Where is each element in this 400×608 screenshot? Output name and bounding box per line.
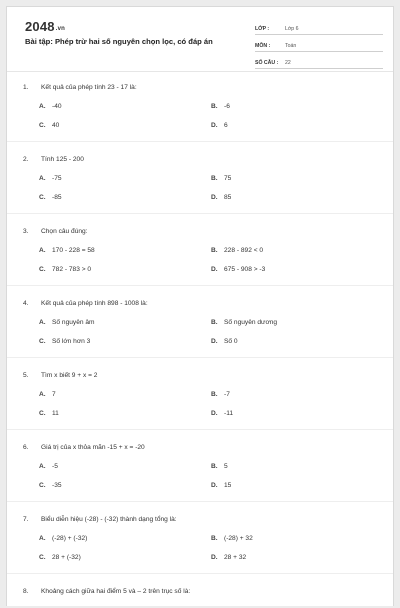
option-letter: A. [39, 174, 46, 182]
question-number: 5. [23, 371, 29, 379]
answer-option[interactable] [211, 408, 383, 418]
question-divider [7, 357, 393, 358]
option-text: -7 [224, 390, 230, 398]
question-number: 7. [23, 515, 29, 523]
question-text: Tìm x biết 9 + x = 2 [41, 371, 98, 379]
answer-option[interactable] [211, 192, 383, 202]
answer-options [7, 101, 393, 130]
meta-value: Lớp 6 [285, 26, 299, 32]
question-number: 4. [23, 299, 29, 307]
option-letter: D. [211, 481, 218, 489]
worksheet-page [6, 6, 394, 606]
answer-option[interactable] [39, 389, 211, 399]
option-text: 5 [224, 462, 228, 470]
option-text: 228 - 892 < 0 [224, 246, 264, 254]
question-list [7, 81, 393, 608]
question-stem [7, 225, 393, 237]
question-divider [7, 285, 393, 286]
question-divider [7, 429, 393, 430]
option-letter: C. [39, 193, 46, 201]
question-number: 8. [23, 587, 29, 595]
option-text: 782 - 783 > 0 [52, 265, 92, 273]
option-letter: C. [39, 337, 46, 345]
logo-tld: .vn [55, 26, 66, 32]
question-item [7, 225, 393, 286]
answer-option[interactable] [211, 533, 383, 543]
question-item [7, 513, 393, 574]
option-text: 675 - 908 > -3 [224, 265, 266, 273]
question-item [7, 441, 393, 502]
answer-option[interactable] [39, 552, 211, 562]
question-stem [7, 585, 393, 597]
question-text: Chọn câu đúng: [41, 227, 88, 235]
option-letter: D. [211, 553, 218, 561]
answer-option[interactable] [39, 120, 211, 130]
option-letter: B. [211, 102, 218, 110]
option-text: -40 [52, 102, 62, 110]
option-letter: B. [211, 174, 218, 182]
option-text: (-28) + (-32) [52, 534, 88, 542]
logo-text: 2048 [25, 19, 55, 34]
option-letter: A. [39, 534, 46, 542]
answer-option[interactable] [39, 101, 211, 111]
meta-label: LỚP : [255, 26, 270, 32]
answer-option[interactable] [39, 264, 211, 274]
question-text: Biểu diễn hiệu (-28) - (-32) thành dạng tổng là: [41, 515, 177, 523]
answer-option[interactable] [211, 552, 383, 562]
answer-option[interactable] [39, 480, 211, 490]
question-item [7, 585, 393, 597]
option-text: Số 0 [224, 337, 238, 345]
answer-option[interactable] [39, 533, 211, 543]
option-letter: C. [39, 553, 46, 561]
answer-options [7, 317, 393, 346]
option-letter: A. [39, 390, 46, 398]
option-letter: C. [39, 121, 46, 129]
question-text: Kết quả của phép tính 23 - 17 là: [41, 83, 137, 91]
answer-option[interactable] [39, 336, 211, 346]
answer-option[interactable] [39, 408, 211, 418]
question-stem [7, 441, 393, 453]
worksheet-header [7, 7, 393, 65]
option-text: 40 [52, 121, 60, 129]
answer-options [7, 533, 393, 562]
answer-option[interactable] [211, 173, 383, 183]
option-text: -6 [224, 102, 230, 110]
answer-option[interactable] [39, 173, 211, 183]
option-letter: D. [211, 265, 218, 273]
answer-option[interactable] [211, 336, 383, 346]
option-text: 28 + 32 [224, 553, 247, 561]
option-letter: A. [39, 318, 46, 326]
meta-label: SỐ CÂU : [255, 60, 279, 66]
site-logo[interactable] [25, 19, 65, 34]
question-text: Khoảng cách giữa hai điểm 5 và – 2 trên trục số là: [41, 587, 191, 595]
option-text: 15 [224, 481, 232, 489]
option-letter: D. [211, 337, 218, 345]
answer-option[interactable] [211, 101, 383, 111]
question-item [7, 369, 393, 430]
option-letter: D. [211, 121, 218, 129]
option-text: -35 [52, 481, 62, 489]
answer-options [7, 461, 393, 490]
question-divider [7, 501, 393, 502]
question-text: Giá trị của x thỏa mãn -15 + x = -20 [41, 443, 145, 451]
option-letter: A. [39, 462, 46, 470]
option-text: Số nguyên dương [224, 318, 278, 326]
meta-row-subject [255, 37, 383, 52]
question-stem [7, 513, 393, 525]
question-text: Tính 125 - 200 [41, 155, 84, 163]
answer-option[interactable] [211, 389, 383, 399]
meta-row-class [255, 20, 383, 35]
answer-option[interactable] [39, 192, 211, 202]
answer-option[interactable] [211, 461, 383, 471]
meta-row-count [255, 54, 383, 69]
option-letter: A. [39, 246, 46, 254]
option-text: 170 - 228 = 58 [52, 246, 95, 254]
option-text: -85 [52, 193, 62, 201]
worksheet-title: Bài tập: Phép trừ hai số nguyên chọn lọc, có đáp án [25, 37, 213, 46]
worksheet-meta [255, 20, 383, 71]
option-letter: B. [211, 318, 218, 326]
option-letter: D. [211, 193, 218, 201]
answer-option[interactable] [39, 245, 211, 255]
question-number: 1. [23, 83, 29, 91]
answer-options [7, 173, 393, 202]
option-letter: B. [211, 534, 218, 542]
answer-option[interactable] [39, 317, 211, 327]
answer-option[interactable] [211, 480, 383, 490]
question-number: 2. [23, 155, 29, 163]
option-letter: B. [211, 246, 218, 254]
option-letter: C. [39, 481, 46, 489]
option-letter: C. [39, 409, 46, 417]
option-letter: A. [39, 102, 46, 110]
option-text: 6 [224, 121, 228, 129]
meta-value: 22 [285, 60, 291, 66]
option-text: 7 [52, 390, 56, 398]
question-number: 3. [23, 227, 29, 235]
meta-label: MÔN : [255, 43, 271, 49]
option-text: Số nguyên âm [52, 318, 95, 326]
option-text: -5 [52, 462, 58, 470]
answer-options [7, 389, 393, 418]
question-text: Kết quả của phép tính 898 - 1008 là: [41, 299, 148, 307]
option-text: 85 [224, 193, 232, 201]
option-letter: B. [211, 462, 218, 470]
answer-option[interactable] [211, 245, 383, 255]
option-text: -11 [224, 409, 234, 417]
option-text: 28 + (-32) [52, 553, 81, 561]
question-item [7, 81, 393, 142]
option-text: (-28) + 32 [224, 534, 253, 542]
meta-value: Toán [285, 43, 297, 49]
answer-options [7, 245, 393, 274]
question-divider [7, 213, 393, 214]
answer-option[interactable] [211, 120, 383, 130]
option-letter: B. [211, 390, 218, 398]
answer-option[interactable] [211, 317, 383, 327]
question-number: 6. [23, 443, 29, 451]
question-item [7, 297, 393, 358]
header-divider [7, 71, 393, 72]
option-text: Số lớn hơn 3 [52, 337, 91, 345]
option-letter: C. [39, 265, 46, 273]
question-divider [7, 573, 393, 574]
option-letter: D. [211, 409, 218, 417]
question-stem [7, 81, 393, 93]
answer-option[interactable] [39, 461, 211, 471]
option-text: 11 [52, 409, 59, 417]
question-item [7, 153, 393, 214]
question-stem [7, 153, 393, 165]
question-stem [7, 369, 393, 381]
answer-option[interactable] [211, 264, 383, 274]
question-stem [7, 297, 393, 309]
option-text: 75 [224, 174, 232, 182]
question-divider [7, 141, 393, 142]
option-text: -75 [52, 174, 62, 182]
